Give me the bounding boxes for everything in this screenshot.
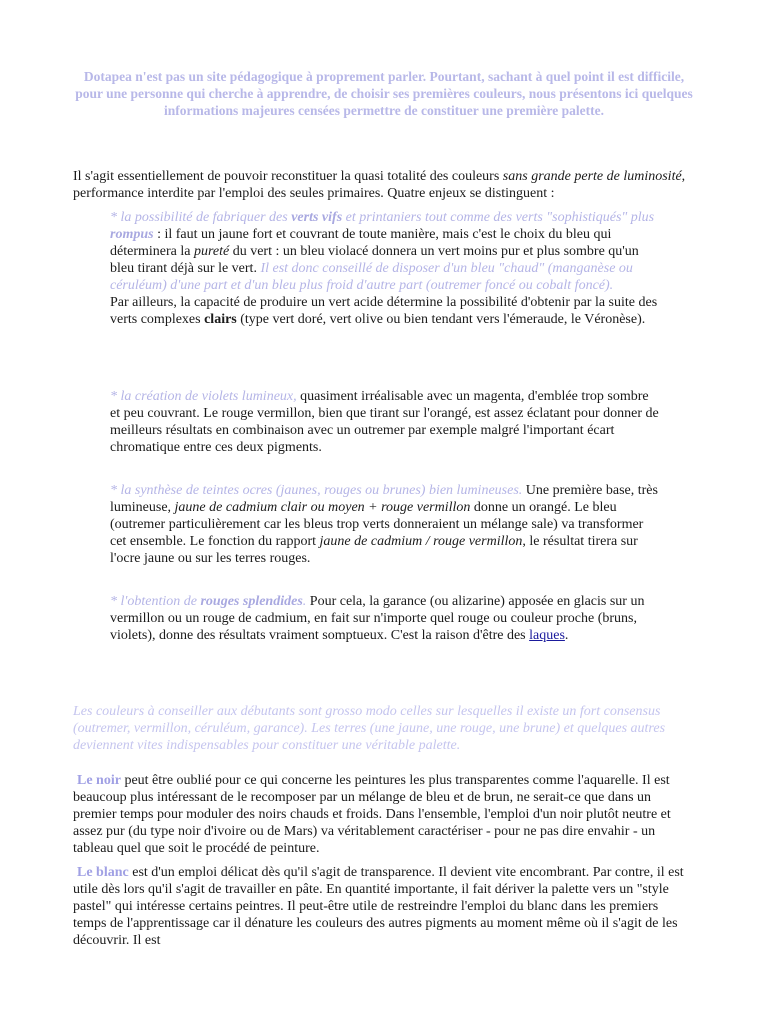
item3-text-f: , le résultat tirera sur l'ocre jaune ou sur les terres rouges. bbox=[110, 534, 638, 566]
list-item-greens bbox=[110, 209, 662, 328]
main-text-emphasis: sans grande perte de luminosité bbox=[502, 169, 682, 184]
item2-text: quasiment irréalisable avec un magenta, d'emblée trop sombre et peu couvrant. Le rouge vermillon, bien que tirant sur l'orangé, est assez éclatant pour donner de meilleurs résultats en combinaison avec un outremer par exemple malgré l'important écart chromatique entre ces deux pigments. bbox=[110, 389, 659, 455]
laques-link[interactable]: laques bbox=[529, 628, 565, 643]
item1-text-e: : il faut un jaune fort et couvrant de toute manière, mais c'est le choix du bleu qui déterminera la bbox=[110, 227, 612, 259]
item1-text-c: et printaniers tout comme des verts "sophistiqués" plus bbox=[342, 210, 655, 225]
noir-text: peut être oublié pour ce qui concerne les peintures les plus transparentes comme l'aquarelle. Il est beaucoup plus intéressant de le recomposer par un mélange de bleu et de brun, ne serait-ce que dans un premier temps pour moduler des noirs chauds et froids. Dans l'ensemble, l'emploi d'un noir plutôt neutre et assez pur (du type noir d'ivoire ou de Mars) va véritablement caractériser - pour ne pas dire envahir - un tableau quel que soit le procédé de peinture. bbox=[73, 773, 671, 856]
item1-text-g: du vert : un bleu violacé donnera un vert moins pur et plus sombre qu'un bleu tirant déjà sur le vert. bbox=[110, 244, 639, 276]
list-item-ochres bbox=[110, 482, 662, 567]
item1-clairs: clairs bbox=[204, 312, 237, 327]
item3-text-e: jaune de cadmium / rouge vermillon bbox=[319, 534, 523, 549]
noir-paragraph bbox=[73, 772, 691, 857]
item1-bullet-text: * la possibilité de fabriquer des bbox=[110, 210, 292, 225]
blanc-label: Le blanc bbox=[77, 865, 129, 880]
list-item-violets bbox=[110, 388, 662, 456]
noir-label: Le noir bbox=[77, 773, 121, 788]
item3-text-b: Une première base, très lumineuse, bbox=[110, 483, 658, 515]
item1-verts-vifs: verts vifs bbox=[291, 210, 343, 225]
main-text-a: Il s'agit essentiellement de pouvoir reconstituer la quasi totalité des couleurs bbox=[73, 169, 503, 184]
item4-heading-c: . bbox=[302, 594, 307, 609]
item4-rouges-splendides: rouges splendides bbox=[200, 594, 303, 609]
blanc-paragraph bbox=[73, 864, 691, 949]
item3-text-c: jaune de cadmium clair ou moyen + rouge vermillon bbox=[174, 500, 471, 515]
intro-paragraph: Dotapea n'est pas un site pédagogique à proprement parler. Pourtant, sachant à quel point il est difficile, pour une personne qui cherche à apprendre, de choisir ses premières couleurs, nous présentons ici quelques informations majeures censées permettre de constituer une première palette. bbox=[75, 69, 693, 118]
item1-purete: pureté bbox=[193, 244, 230, 259]
item1-rompus: rompus bbox=[110, 227, 154, 242]
item3-heading: * la synthèse de teintes ocres (jaunes, rouges ou brunes) bien lumineuses. bbox=[110, 483, 523, 498]
item3-text-d: donne un orangé. Le bleu (outremer particulièrement car les bleus trop verts donneraient un mélange sale) va transformer cet ensemble. Le fonction du rapport bbox=[110, 500, 644, 549]
main-paragraph bbox=[73, 168, 691, 202]
item4-heading-a: * l'obtention de bbox=[110, 594, 201, 609]
item2-heading: * la création de violets lumineux, bbox=[110, 389, 297, 404]
item1-text-i: Par ailleurs, la capacité de produire un vert acide détermine la possibilité d'obtenir par la suite des verts complexes bbox=[110, 295, 658, 327]
item4-text-d: Pour cela, la garance (ou alizarine) apposée en glacis sur un vermillon ou un rouge de cadmium, en fait sur n'importe quel rouge ou couleur proche (bruns, violets), donne des résultats vraiment somptueux. C'est la raison d'être des bbox=[110, 594, 645, 643]
item1-advice: Il est donc conseillé de disposer d'un bleu "chaud" (manganèse ou céruléum) d'une part et d'un bleu plus froid d'autre part (outremer foncé ou cobalt foncé). bbox=[110, 261, 633, 293]
list-item-reds bbox=[110, 593, 662, 644]
item1-text-k: (type vert doré, vert olive ou bien tendant vers l'émeraude, le Véronèse). bbox=[236, 312, 646, 327]
blanc-text: est d'un emploi délicat dès qu'il s'agit de transparence. Il devient vite encombrant. Par contre, il est utile dès lors qu'il s'agit de travailler en pâte. En quantité importante, il fait dériver la palette vers un "style pastel" qui intéresse certains peintres. Il peut-être utile de restreindre l'emploi du blanc dans les premiers temps de l'apprentissage car il dénature les couleurs des autres pigments au moment même où il s'agit de les découvrir. Il est bbox=[73, 865, 684, 948]
main-text-c: , performance interdite par l'emploi des seules primaires. Quatre enjeux se distinguent : bbox=[73, 169, 686, 201]
item4-text-e: . bbox=[564, 628, 569, 643]
advice-paragraph: Les couleurs à conseiller aux débutants sont grosso modo celles sur lesquelles il existe un fort consensus (outremer, vermillon, céruléum, garance). Les terres (une jaune, une rouge, une brune) et quelques autres deviennent vites indispensables pour constituer une véritable palette. bbox=[73, 704, 666, 753]
